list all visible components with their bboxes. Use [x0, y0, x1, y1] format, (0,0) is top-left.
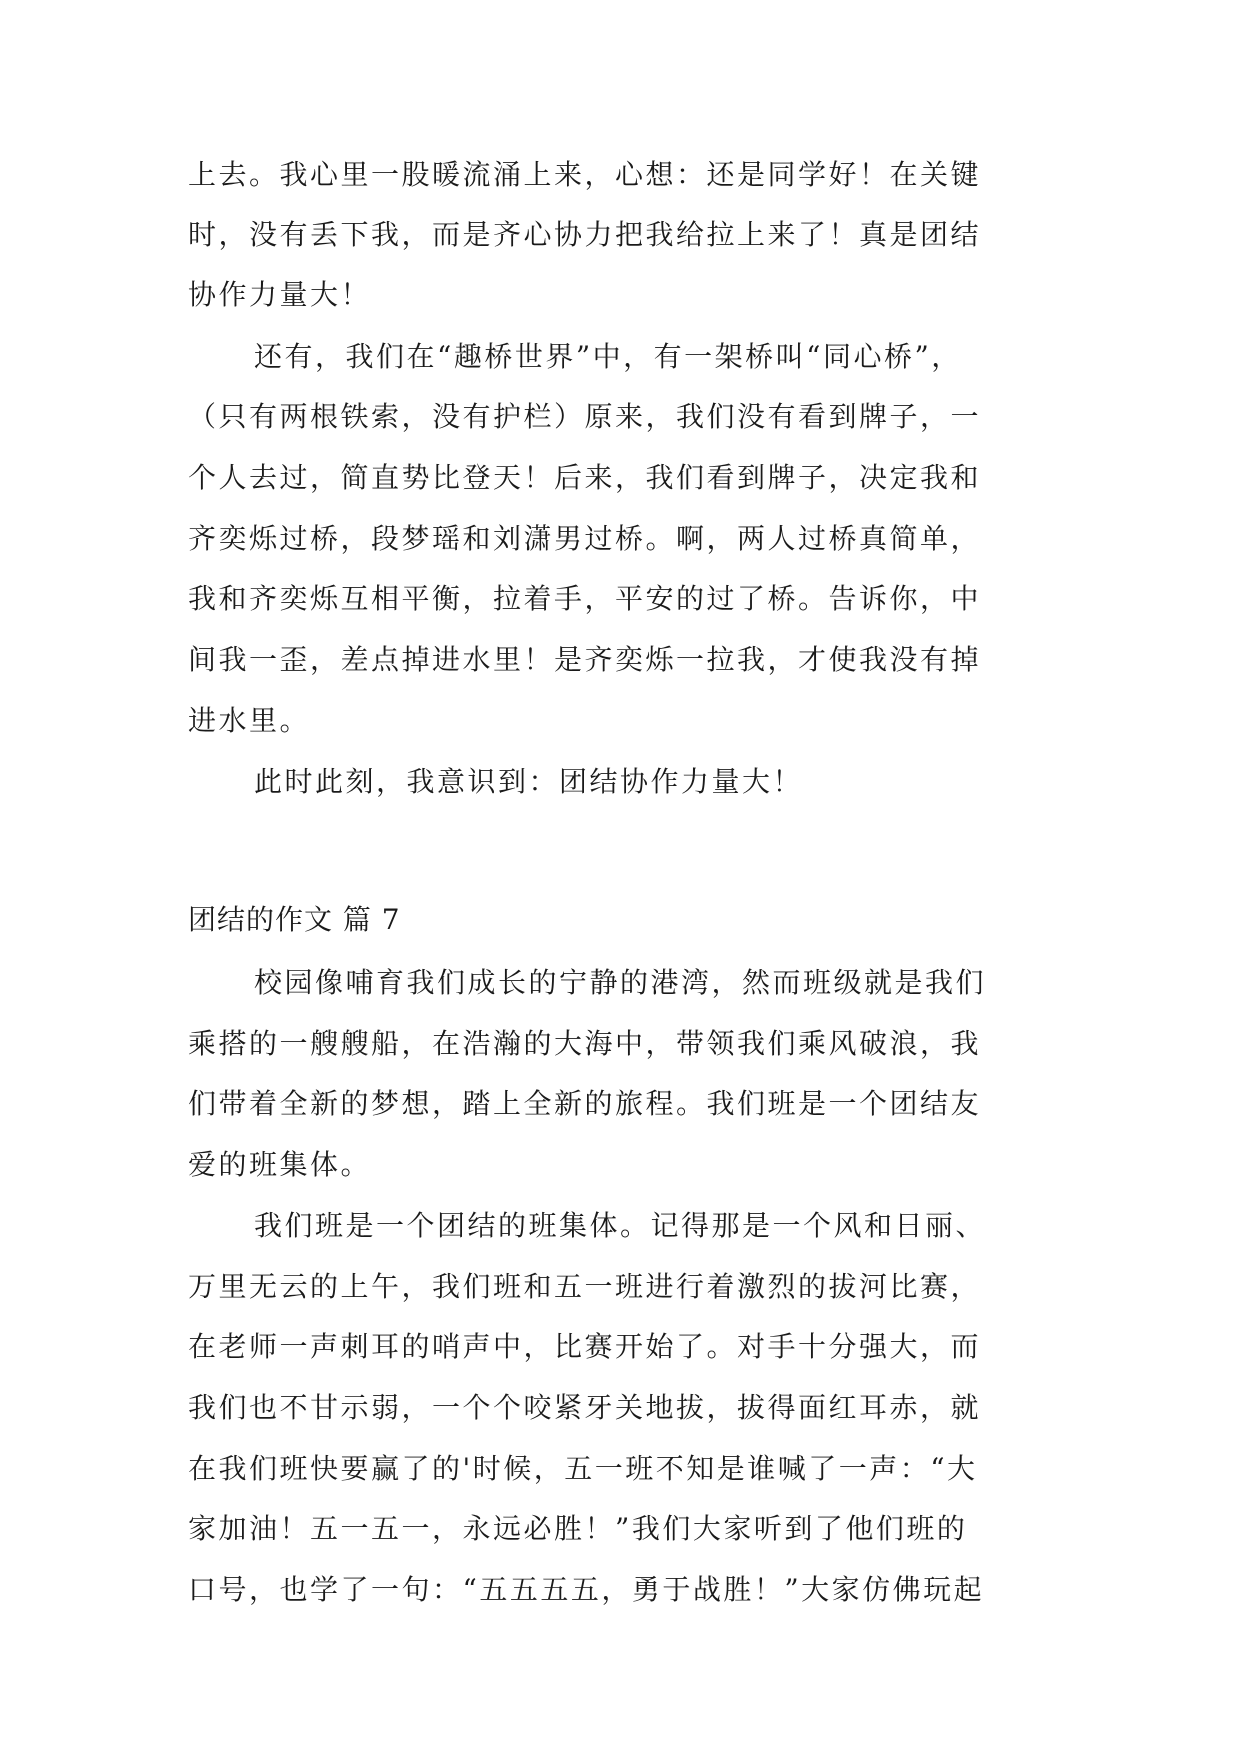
- text-line: 间我一歪，差点掉进水里！是齐奕烁一拉我，才使我没有掉: [188, 643, 982, 676]
- text-line: 我和齐奕烁互相平衡，拉着手，平安的过了桥。告诉你，中: [188, 582, 982, 615]
- text-line: 乘搭的一艘艘船，在浩瀚的大海中，带领我们乘风破浪，我: [188, 1027, 982, 1060]
- essay-heading: 团结的作文 篇 7: [188, 903, 401, 936]
- text-line: 进水里。: [188, 704, 311, 737]
- text-line: 个人去过，简直势比登天！后来，我们看到牌子，决定我和: [188, 461, 982, 494]
- text-line: 在老师一声刺耳的哨声中，比赛开始了。对手十分强大，而: [188, 1330, 982, 1363]
- text-line: 口号，也学了一句：“五五五五，勇于战胜！”大家仿佛玩起: [188, 1573, 985, 1606]
- paragraph-first-line: 还有，我们在“趣桥世界”中，有一架桥叫“同心桥”，: [254, 340, 962, 373]
- paragraph-first-line: 此时此刻，我意识到：团结协作力量大！: [254, 765, 804, 798]
- paragraph-first-line: 校园像哺育我们成长的宁静的港湾，然而班级就是我们: [254, 966, 987, 999]
- text-line: 们带着全新的梦想，踏上全新的旅程。我们班是一个团结友: [188, 1087, 982, 1120]
- text-line: 上去。我心里一股暖流涌上来，心想：还是同学好！在关键: [188, 158, 982, 191]
- text-line: 在我们班快要赢了的'时候，五一班不知是谁喊了一声：“大: [188, 1452, 978, 1485]
- text-line: 时，没有丢下我，而是齐心协力把我给拉上来了！真是团结: [188, 218, 982, 251]
- text-line: 我们也不甘示弱，一个个咬紧牙关地拔，拔得面红耳赤，就: [188, 1391, 982, 1424]
- text-line: 齐奕烁过桥，段梦瑶和刘潇男过桥。啊，两人过桥真简单，: [188, 522, 982, 555]
- text-line: 爱的班集体。: [188, 1148, 372, 1181]
- text-line: 万里无云的上午，我们班和五一班进行着激烈的拔河比赛，: [188, 1270, 982, 1303]
- text-line: （只有两根铁索，没有护栏）原来，我们没有看到牌子，一: [188, 400, 982, 433]
- text-line: 家加油！五一五一，永远必胜！”我们大家听到了他们班的: [188, 1512, 968, 1545]
- paragraph-first-line: 我们班是一个团结的班集体。记得那是一个风和日丽、: [254, 1209, 987, 1242]
- text-line: 协作力量大！: [188, 278, 372, 311]
